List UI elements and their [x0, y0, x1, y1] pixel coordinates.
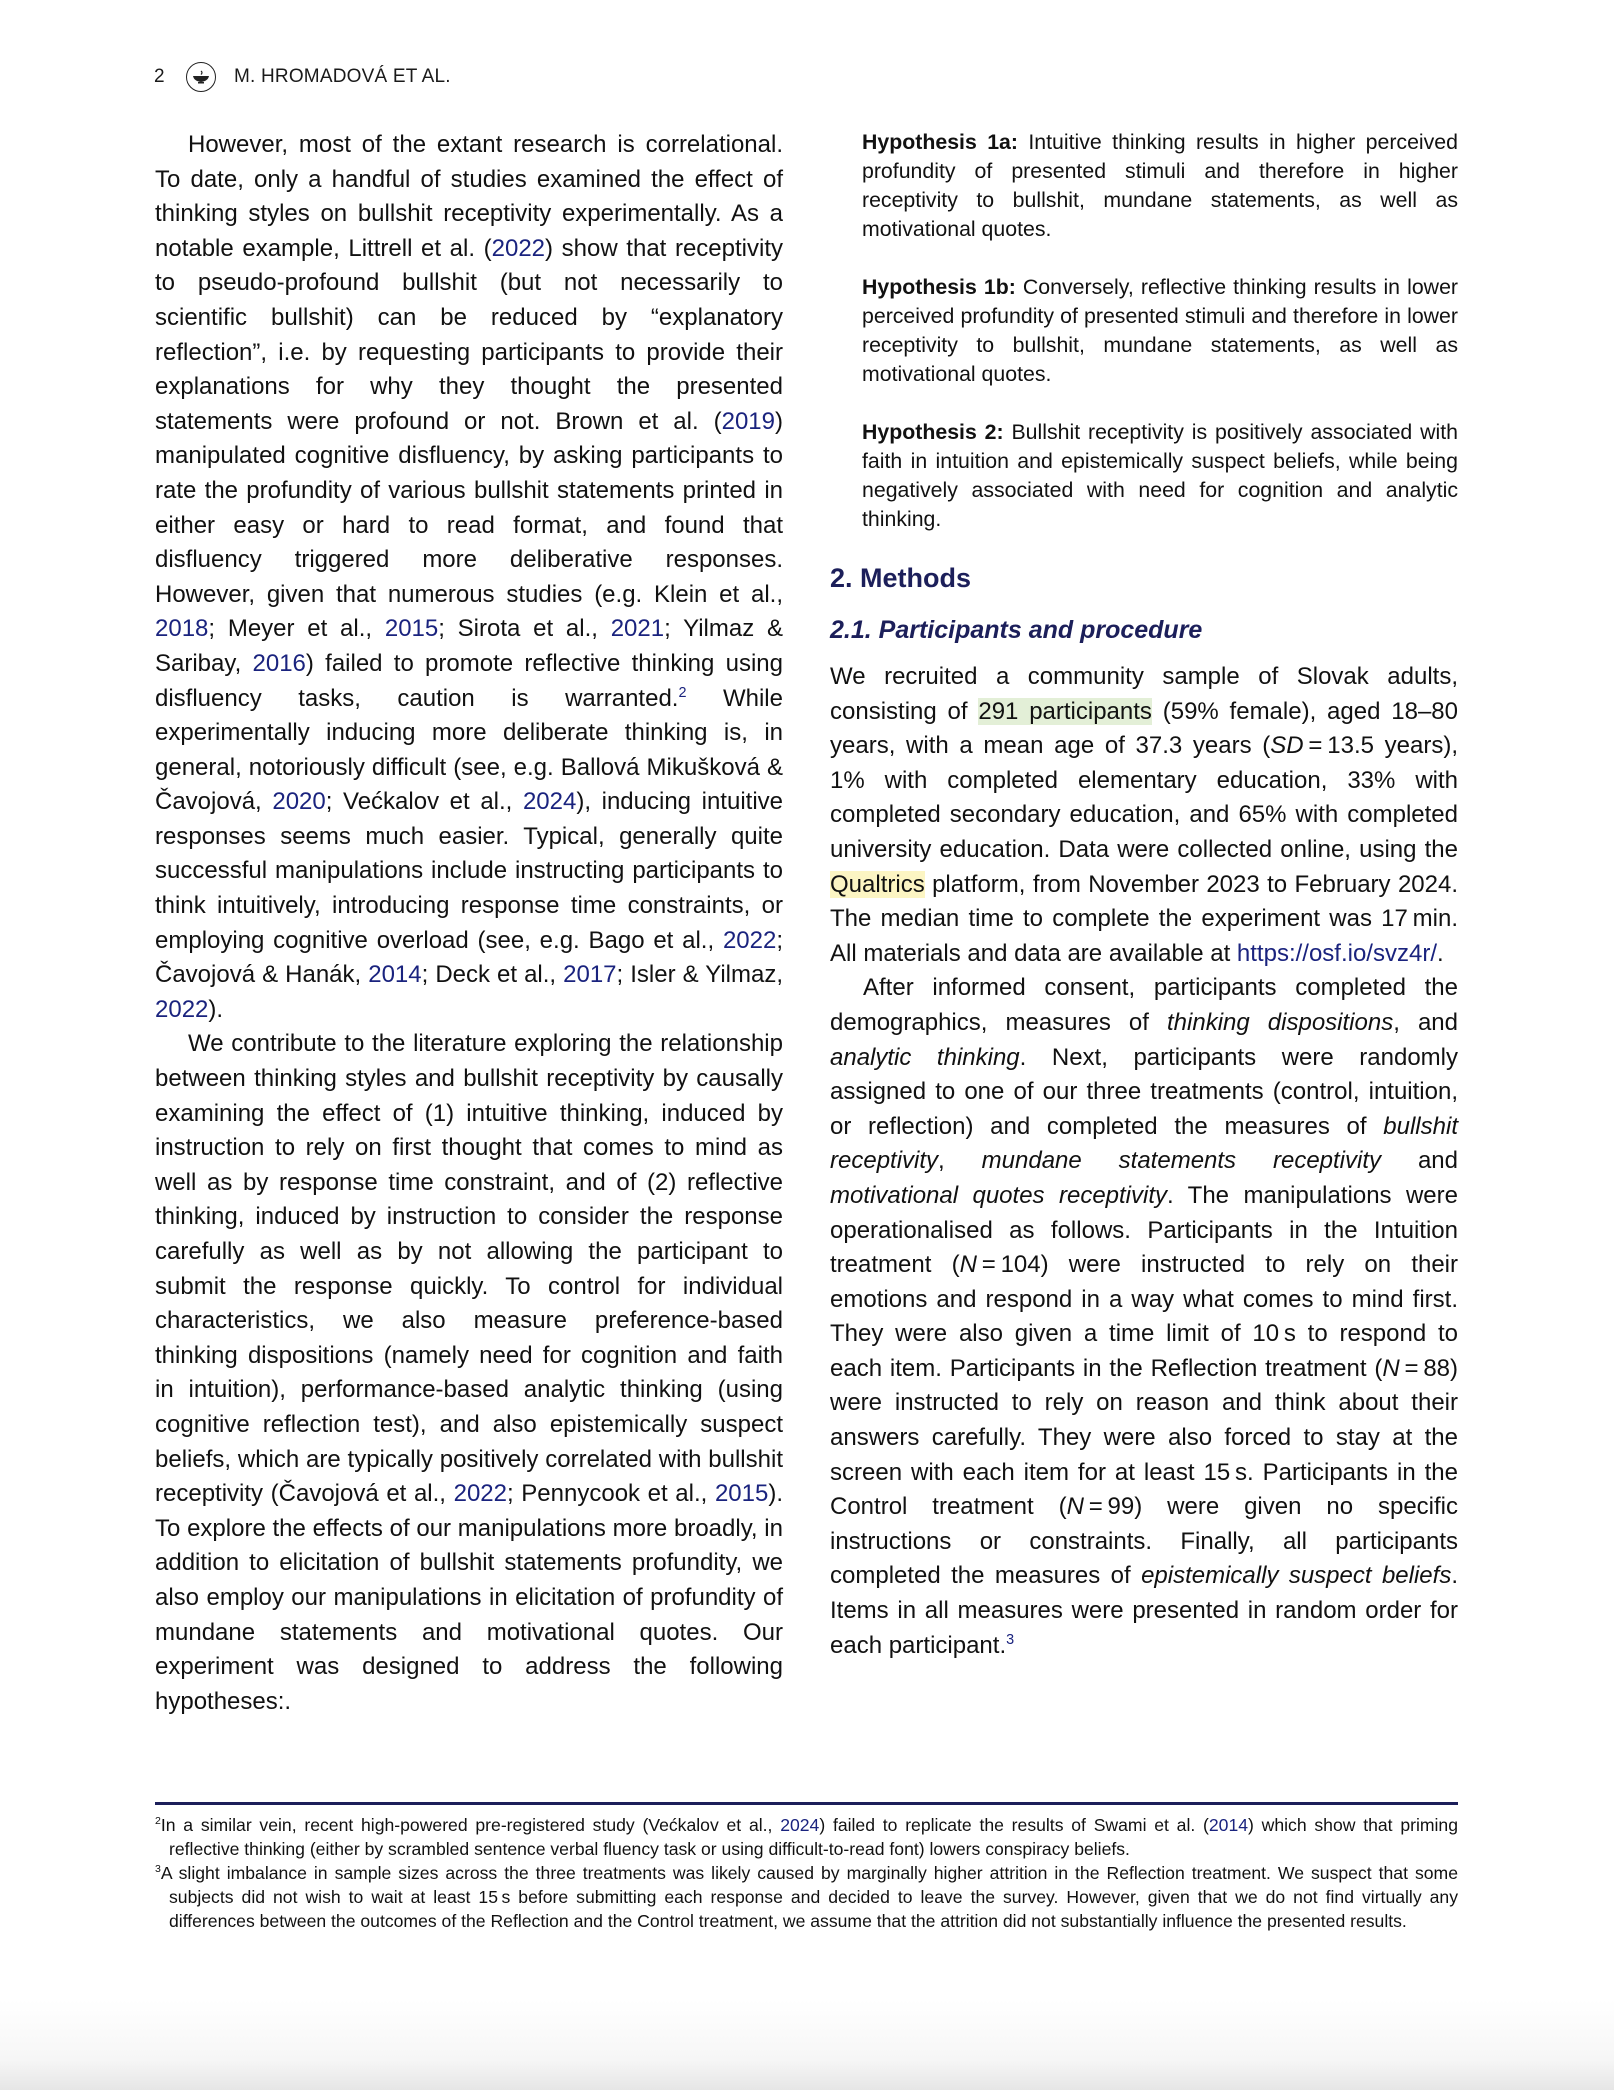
footnote-marker: 2	[678, 684, 687, 701]
text-run: = 104) were instructed to rely on their emotions and respond in a way what comes to mind first. They were also given a time limit of 10 s to respond to each item. Participants in the Reflection treatment (	[830, 1251, 1459, 1382]
section-heading-methods: 2. Methods	[830, 563, 972, 593]
citation-link[interactable]: 2017	[563, 961, 617, 989]
text-run: platform, from November 2023 to February 2024. The median time to complete the experiment was 17 min. All materials and data are available at	[830, 870, 1458, 967]
footnote-marker: 3	[155, 1863, 161, 1876]
text-run: .	[1436, 939, 1444, 967]
text-run: ).	[208, 995, 224, 1023]
left-column	[155, 128, 783, 1719]
text-run: ) failed to replicate the results of Swami et al. (	[819, 1815, 1209, 1835]
publisher-lamp-icon	[186, 62, 216, 92]
citation-link[interactable]: 2015	[714, 1480, 769, 1508]
text-run: ). To explore the effects of our manipulations more broadly, in addition to elicitation of bullshit statements profundity, we also employ our manipulations in elicitation of profundity of mundane statements and motivational quotes. Our experiment was designed to address the following hypotheses:.	[155, 1480, 783, 1715]
text-run: In a similar vein, recent high-powered pre-registered study (Većkalov et al.,	[160, 1815, 781, 1835]
text-run: We recruited a community sample of Slovak adults, consisting of	[830, 663, 1458, 725]
text-run: . Items in all measures were presented in random order for each participant.	[830, 1562, 1458, 1659]
methods-paragraph-1	[830, 660, 1458, 971]
hypothesis-label: Hypothesis 1a:	[862, 130, 1018, 154]
text-run: ) which show that priming reflective thinking (either by scrambled sentence verbal fluency task or using difficult-to-read font) lowers conspiracy beliefs.	[169, 1815, 1458, 1859]
citation-link[interactable]: 2024	[522, 788, 577, 816]
citation-link[interactable]: 2015	[384, 615, 439, 643]
citation-link[interactable]: 2014	[368, 961, 422, 989]
citation-link[interactable]: 2022	[722, 926, 777, 954]
text-run: ) manipulated cognitive disfluency, by asking participants to rate the profundity of various bullshit statements printed in either easy or hard to read format, and found that disfluency triggered more deliberative responses. However, given that numerous studies (e.g. Klein et al.,	[155, 407, 783, 608]
citation-link[interactable]: 3	[1006, 1631, 1015, 1648]
running-head	[154, 60, 451, 94]
text-run: ) show that receptivity to pseudo-profound bullshit (but not necessarily to scientific bullshit) can be reduced by “explanatory reflection”, i.e. by requesting participants to provide their explanations for why they thought the presented statements were profound or not. Brown et al. (	[155, 234, 783, 435]
text-run: N	[1382, 1354, 1400, 1382]
citation-link[interactable]: 2022	[491, 234, 546, 262]
citation-link[interactable]: 2019	[721, 407, 775, 435]
text-run: mundane statements receptivity	[981, 1147, 1382, 1175]
text-run: A slight imbalance in sample sizes across the three treatments was likely caused by marginally higher attrition in the Reflection treatment. We suspect that some subjects did not wish to wait at least 15 s before submitting each response and decided to leave the survey. However, given that we do not find virtually any differences between the outcomes of the Reflection and the Control treatment, we assume that the attrition did not substantially influence the presented results.	[160, 1863, 1458, 1931]
text-run: (59% female), aged 18–80 years, with a mean age of 37.3 years (	[830, 697, 1458, 760]
hypothesis-label: Hypothesis 1b:	[862, 275, 1016, 299]
right-column	[830, 128, 1458, 1663]
text-run: 291 participants	[978, 697, 1152, 725]
text-run: and	[1381, 1147, 1458, 1175]
footnote-divider	[155, 1802, 1458, 1805]
text-run: SD	[1270, 732, 1304, 760]
citation-link[interactable]: 2024	[780, 1815, 820, 1835]
text-run: ) failed to promote reflective thinking using disfluency tasks, caution is warranted.	[155, 649, 783, 712]
text-run: analytic thinking	[830, 1043, 1020, 1071]
hypothesis-2: Hypothesis 2: Bullshit receptivity is positively associated with faith in intuition and epistemically suspect beliefs, while being negatively associated with need for cognition and analytic thinking.	[862, 420, 1458, 531]
text-run: ; Čavojová & Hanák,	[155, 926, 783, 989]
footnote-marker: 2	[155, 1815, 161, 1828]
text-run: While experimentally inducing more deliberate thinking is, in general, notoriously difficult (see, e.g. Ballová Mikušková & Čavojová,	[155, 684, 783, 816]
text-run: = 13.5 years), 1% with completed elementary education, 33% with completed secondary education, and 65% with completed university education. Data were collected online, using the	[830, 732, 1458, 863]
citation-link[interactable]: 2018	[155, 615, 209, 643]
footnotes	[155, 1813, 1458, 1933]
citation-link[interactable]: https://osf.io/svz4r/	[1236, 939, 1437, 967]
text-run: ; Isler & Yilmaz,	[616, 961, 784, 989]
text-run: ), inducing intuitive responses seems much easier. Typical, generally quite successful manipulations include instructing participants to think intuitively, introducing response time constraints, or employing cognitive overload (see, e.g. Bago et al.,	[155, 788, 784, 954]
text-run: thinking dispositions	[1167, 1008, 1394, 1036]
text-run: ; Pennycook et al.,	[507, 1480, 715, 1508]
text-run: ; Većkalov et al.,	[325, 788, 523, 816]
text-run: . The manipulations were operationalised as follows. Participants in the Intuition treatment (	[830, 1181, 1458, 1279]
text-run: Qualtrics	[830, 870, 925, 898]
hypotheses-list	[830, 128, 1458, 534]
hypothesis-1a: Hypothesis 1a: Intuitive thinking results in higher perceived profundity of presented stimuli and therefore in higher receptivity to bullshit, mundane statements, as well as motivational quotes.	[862, 130, 1458, 241]
text-run: = 88) were instructed to rely on reason and think about their answers carefully. They were also forced to stay at the screen with each item for at least 15 s. Participants in the Control treatment (	[830, 1354, 1458, 1521]
text-run: However, most of the extant research is correlational. To date, only a handful of studies examined the effect of thinking styles on bullshit receptivity experimentally. As a notable example, Littrell et al. (	[155, 131, 783, 262]
text-run: N	[1066, 1493, 1084, 1521]
text-run: N	[959, 1251, 977, 1279]
footnote-2	[155, 1813, 1458, 1861]
footnote-3	[155, 1861, 1458, 1933]
citation-link[interactable]: 2014	[1208, 1815, 1249, 1835]
text-run: We contribute to the literature exploring the relationship between thinking styles and bullshit receptivity by causally examining the effect of (1) intuitive thinking, induced by instruction to rely on first thought that comes to mind as well as by response time constraint, and of (2) reflective thinking, induced by instruction to consider the response carefully as well as by not allowing the participant to submit the response quickly. To control for individual characteristics, we also measure preference-based thinking dispositions (namely need for cognition and faith in intuition), performance-based analytic thinking (using cognitive reflection test), and also epistemically suspect beliefs, which are typically positively correlated with bullshit receptivity (Čavojová et al.,	[155, 1030, 783, 1508]
hypothesis-label: Hypothesis 2:	[862, 420, 1004, 444]
citation-link[interactable]: 2022	[155, 995, 209, 1023]
text-run: = 99) were given no specific instructions or constraints. Finally, all participants completed the measures of	[830, 1493, 1459, 1590]
methods-paragraph-2	[830, 971, 1458, 1663]
citation-link[interactable]: 2021	[610, 615, 665, 643]
page-number: 2	[154, 66, 165, 87]
text-run: motivational quotes receptivity	[830, 1181, 1168, 1209]
citation-link[interactable]: 2022	[453, 1480, 507, 1508]
hypothesis-1b: Hypothesis 1b: Conversely, reflective thinking results in lower perceived profundity of presented stimuli and therefore in lower receptivity to bullshit, mundane statements, as well as motivational quotes.	[862, 275, 1459, 386]
text-run: . Next, participants were randomly assigned to one of our three treatments (control, intuition, or reflection) and completed the measures of	[830, 1043, 1459, 1140]
intro-paragraph-2	[155, 1027, 783, 1719]
text-run: ; Yilmaz & Saribay,	[155, 615, 783, 677]
running-head-authors: M. HROMADOVÁ ET AL.	[234, 66, 451, 87]
intro-paragraph-1	[155, 128, 783, 1027]
subsection-heading-participants: 2.1. Participants and procedure	[830, 616, 1203, 644]
text-run: ,	[938, 1147, 982, 1175]
text-run: epistemically suspect beliefs	[1141, 1562, 1452, 1590]
text-run: ; Deck et al.,	[421, 961, 564, 989]
text-run: ; Sirota et al.,	[438, 615, 611, 643]
text-run: bullshit receptivity	[830, 1112, 1458, 1175]
text-run: After informed consent, participants completed the demographics, measures of	[830, 974, 1458, 1036]
citation-link[interactable]: 2020	[272, 788, 326, 816]
text-run: ; Meyer et al.,	[208, 615, 385, 643]
text-run: , and	[1393, 1008, 1458, 1036]
citation-link[interactable]: 2016	[252, 649, 306, 677]
